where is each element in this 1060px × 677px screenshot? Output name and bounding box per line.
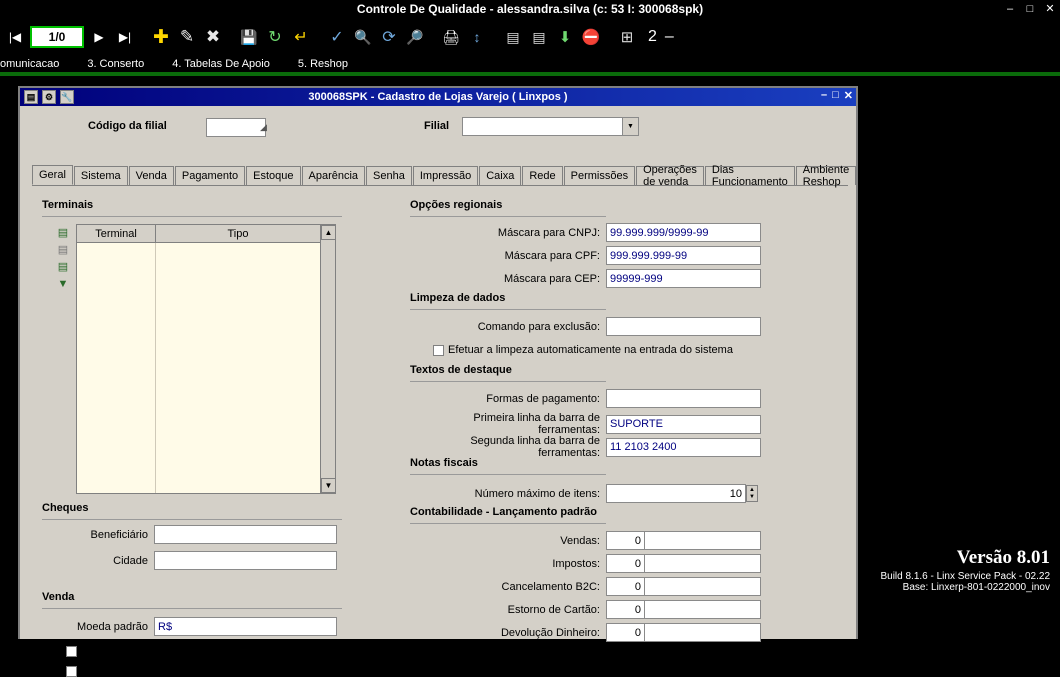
menu-underline [0,72,1060,76]
venda-group-header [42,591,74,603]
terminais-rule [42,216,342,217]
indica-filial-ecommerce-checkbox-row[interactable] [66,665,201,677]
tab-caixa[interactable]: Caixa [479,166,521,185]
version-base: Base: Linxerp-801-0222000_inov [902,582,1050,593]
settings-icon[interactable]: ⚙ [42,90,56,104]
print-icon[interactable]: 🖨 [442,28,460,45]
mascara-cpf-row [410,246,770,265]
cidade-label: Cidade [113,554,148,567]
version-info [880,547,1050,593]
contabilidade-devolucao-row [410,623,790,642]
limpeza-automatica-label: Efetuar a limpeza automaticamente na entrada do sistema [448,344,733,356]
contabilidade-devolucao-label: Devolução Dinheiro: [500,626,600,639]
minimize-icon[interactable]: – [1006,2,1014,15]
child-maximize-icon[interactable]: □ [832,89,839,101]
terminais-col-divider [77,243,156,493]
contabilidade-vendas-row [410,531,790,550]
window-controls [1004,2,1056,15]
formas-pagamento-input[interactable] [606,389,761,408]
contabilidade-rule [410,523,606,524]
cancel-icon[interactable]: ⛔ [581,29,601,46]
maximize-icon[interactable]: □ [1026,2,1034,15]
window-titlebar [0,0,1060,18]
codigo-filial-label: Código da filial [88,120,167,132]
edit-icon[interactable]: ✎ [179,27,195,46]
tab-pagamento[interactable]: Pagamento [175,166,245,185]
primeira-linha-label: Primeira linha da barra de ferramentas: [473,412,600,436]
terminais-grid[interactable] [76,224,336,494]
contabilidade-devolucao-desc[interactable] [644,623,761,642]
contabilidade-estorno-desc[interactable] [644,600,761,619]
filial-dropdown-icon[interactable]: ▼ [622,117,639,136]
child-window-title: 300068SPK - Cadastro de Lojas Varejo ( Linxpos ) [308,91,568,103]
indica-filial-ecommerce-checkbox[interactable] [66,666,77,677]
moeda-padrao-input[interactable] [154,617,337,636]
tab-impressao[interactable]: Impressão [413,166,478,185]
cidade-input[interactable] [154,551,337,570]
terminais-grid-header [77,225,335,243]
record-counter[interactable]: 1/0 [30,26,84,48]
mascara-cep-row [410,269,770,288]
beneficiario-row [42,525,352,544]
primeira-linha-row [410,412,770,436]
textos-rule [410,381,606,382]
terminal-export-icon[interactable]: ▼ [57,277,69,290]
tab-rede[interactable]: Rede [522,166,562,185]
export-icon[interactable]: ⬇ [558,29,572,46]
terminais-scrollbar[interactable] [320,225,335,493]
tab-geral[interactable]: Geral [32,165,73,185]
formas-pagamento-label: Formas de pagamento: [486,392,600,405]
tab-sistema[interactable]: Sistema [74,166,128,185]
toolbar-number: 2 [648,28,657,45]
contabilidade-vendas-code[interactable] [606,531,644,550]
add-icon[interactable]: ✚ [153,26,169,48]
cidade-row [42,551,352,570]
tab-dias-funcionamento[interactable]: Dias Funcionamento [705,166,795,185]
spin-down-icon[interactable]: ▼ [749,494,755,501]
beneficiario-label: Beneficiário [90,528,148,541]
limpeza-automatica-checkbox-row[interactable] [433,344,733,356]
moeda-row [42,617,352,636]
reload-icon[interactable]: ⟳ [382,29,396,46]
numero-maximo-itens-spinner[interactable] [746,485,758,502]
cheques-rule [42,519,342,520]
child-window [18,86,858,677]
terminais-group-header [42,199,342,211]
tab-bar [32,166,848,186]
beneficiario-input[interactable] [154,525,337,544]
limpeza-title: Limpeza de dados [410,292,506,304]
delete-icon[interactable]: ✖ [205,27,221,46]
terminal-edit-icon[interactable]: ▤ [57,244,69,256]
tab-permissoes[interactable]: Permissões [564,166,635,185]
venda-rule [42,608,342,609]
column-tipo: Tipo [156,225,321,242]
numero-maximo-itens-row [410,484,790,503]
version-build: Build 8.1.6 - Linx Service Pack - 02.22 [880,571,1050,582]
opcoes-regionais-group-header [410,199,502,211]
report-icon[interactable]: ▤ [506,28,520,45]
find-icon[interactable]: 🔎 [406,28,424,45]
tab-senha[interactable]: Senha [366,166,412,185]
filial-label: Filial [424,120,450,132]
cheques-title: Cheques [42,502,89,514]
contabilidade-impostos-code[interactable] [606,554,644,573]
contabilidade-cancelamento-row [410,577,790,596]
window-menu-icon[interactable]: ▤ [24,90,38,104]
menu-item-reshop[interactable]: 5. Reshop [297,58,349,70]
search-icon[interactable]: 🔍 [354,28,372,45]
indica-filial-ecommerce-label: Indica Filial E-commerce [81,665,202,677]
first-record-icon[interactable]: |◀ [8,30,22,44]
menu-item-tabelas-de-apoio[interactable]: 4. Tabelas De Apoio [172,58,270,70]
version-number: Versão 8.01 [956,547,1050,568]
opcoes-regionais-title: Opções regionais [410,199,503,211]
sort-icon[interactable]: ↕ [473,29,481,45]
limpeza-rule [410,309,606,310]
moeda-padrao-label: Moeda padrão [77,620,148,633]
spin-up-icon[interactable]: ▲ [749,486,755,493]
tab-aparencia[interactable]: Aparência [302,166,366,185]
numero-maximo-itens-input[interactable] [606,484,746,503]
contabilidade-estorno-row [410,600,790,619]
terminal-add-icon[interactable]: ▤ [57,227,69,239]
mascara-cnpj-input[interactable] [606,223,761,242]
mascara-cnpj-label: Máscara para CNPJ: [497,226,600,239]
refresh-icon[interactable]: ↻ [268,29,282,46]
column-terminal: Terminal [77,225,156,242]
segunda-linha-label: Segunda linha da barra de ferramentas: [470,435,600,459]
mascara-cpf-input[interactable] [606,246,761,265]
permite-limpar-venda-checkbox[interactable] [66,646,77,657]
segunda-linha-row [410,435,770,459]
opcoes-regionais-rule [410,216,606,217]
menu-strip [0,56,1060,72]
notas-group-header [410,457,478,469]
mascara-cnpj-row [410,223,770,242]
contabilidade-cancelamento-code[interactable] [606,577,644,596]
scroll-down-icon[interactable]: ▼ [321,478,336,493]
next-record-icon[interactable]: ▶ [94,30,104,44]
child-window-titlebar [20,88,856,106]
contabilidade-devolucao-code[interactable] [606,623,644,642]
contabilidade-cancelamento-desc[interactable] [644,577,761,596]
venda-title: Venda [42,591,75,603]
contabilidade-impostos-desc[interactable] [644,554,761,573]
cheques-group-header [42,502,342,514]
child-minimize-icon[interactable]: – [821,89,828,101]
comando-exclusao-input[interactable] [606,317,761,336]
check-icon[interactable]: ✓ [330,29,344,46]
contabilidade-impostos-row [410,554,790,573]
notas-fiscais-title: Notas fiscais [410,457,478,469]
contabilidade-group-header [410,506,597,518]
limpeza-group-header [410,292,505,304]
toolbar-minus-icon[interactable]: – [664,28,674,45]
contabilidade-title: Contabilidade - Lançamento padrão [410,506,598,518]
close-icon[interactable]: ✕ [1045,3,1055,15]
tab-estoque[interactable]: Estoque [246,166,300,185]
codigo-filial-input[interactable] [206,118,266,137]
contabilidade-vendas-label: Vendas: [560,534,600,547]
terminal-copy-icon[interactable]: ▤ [57,261,69,273]
permite-limpar-venda-checkbox-row[interactable] [66,645,331,657]
tab-operacoes-de-venda[interactable]: Operações de venda [636,166,704,185]
report2-icon[interactable]: ▤ [532,28,546,45]
contabilidade-estorno-label: Estorno de Cartão: [507,603,600,616]
scroll-up-icon[interactable]: ▲ [321,225,336,240]
contabilidade-cancelamento-label: Cancelamento B2C: [501,580,600,593]
comando-exclusao-row [410,317,770,336]
formas-pagamento-row [410,389,770,408]
permite-limpar-venda-label: Permite limpar a venda enquanto não for concluída [81,645,331,657]
notas-rule [410,474,606,475]
terminais-side-buttons [54,224,72,292]
textos-destaque-title: Textos de destaque [410,364,512,376]
codigo-filial-lookup-icon[interactable]: ◢ [260,122,267,132]
menu-item-conserto[interactable]: 3. Conserto [87,58,145,70]
mascara-cpf-label: Máscara para CPF: [504,249,600,262]
contabilidade-impostos-label: Impostos: [552,557,600,570]
textos-group-header [410,364,512,376]
comando-exclusao-label: Comando para exclusão: [477,320,600,333]
mascara-cep-label: Máscara para CEP: [504,272,600,285]
contabilidade-estorno-code[interactable] [606,600,644,619]
numero-maximo-itens-label: Número máximo de itens: [474,487,600,500]
grid-icon[interactable]: ⊞ [620,29,634,46]
child-window-controls [821,89,853,102]
child-window-body [20,106,856,677]
undo-icon[interactable]: ↵ [294,29,308,46]
child-close-icon[interactable]: ✕ [843,90,853,102]
primeira-linha-input[interactable] [606,415,761,434]
window-title: Controle De Qualidade - alessandra.silva (c: 53 I: 300068spk) [356,2,704,16]
wrench-icon[interactable]: 🔧 [60,90,74,104]
last-record-icon[interactable]: ▶| [118,30,132,44]
filial-combo-input[interactable] [462,117,622,136]
tab-ambiente-reshop[interactable]: Ambiente Reshop [796,166,856,185]
limpeza-automatica-checkbox[interactable] [433,345,444,356]
tab-venda[interactable]: Venda [129,166,174,185]
child-window-icons [20,90,74,104]
terminais-title: Terminais [42,199,94,211]
menu-item-comunicacao[interactable]: omunicacao [0,58,60,70]
main-toolbar [0,18,1060,56]
save-icon[interactable]: 💾 [240,28,258,45]
header-row [20,116,856,146]
segunda-linha-input[interactable] [606,438,761,457]
contabilidade-vendas-desc[interactable] [644,531,761,550]
mascara-cep-input[interactable] [606,269,761,288]
